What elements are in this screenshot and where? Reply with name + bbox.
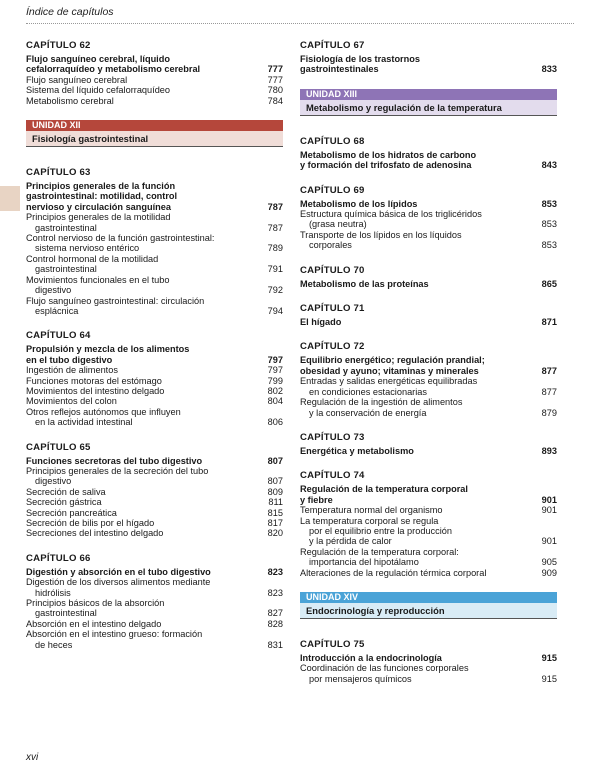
entry-text: Funciones secretoras del tubo digestivo [26, 455, 203, 466]
section-entry[interactable] [26, 396, 283, 406]
entry-text: Absorción en el intestino delgado [26, 618, 162, 629]
entry-title [300, 547, 525, 568]
entry-title [26, 577, 251, 598]
chapter-label: CAPÍTULO 71 [300, 303, 365, 315]
entry-text: Secreción gástrica [26, 497, 102, 508]
entry-title [26, 254, 251, 275]
entry-text-continued: por mensajeros químicos [309, 673, 412, 684]
chapter-title-entry[interactable] [26, 54, 283, 75]
entry-text: Propulsión y mezcla de los alimentos [26, 344, 190, 355]
chapter-label: CAPÍTULO 63 [26, 167, 91, 179]
chapter-label: CAPÍTULO 69 [300, 184, 365, 196]
unit-title: Endocrinología y reproducción [300, 603, 557, 619]
page-number-ref: 806 [267, 417, 283, 428]
entry-text: El hígado [300, 317, 342, 328]
entry-title [300, 568, 525, 578]
chapter-block [26, 40, 283, 106]
unit-banner [300, 592, 557, 619]
section-entry[interactable] [26, 75, 283, 85]
section-entry[interactable] [26, 528, 283, 538]
section-entry[interactable] [26, 508, 283, 518]
entry-title [300, 484, 525, 505]
entry-title [26, 456, 251, 466]
page-number-ref: 877 [541, 386, 557, 397]
page-number-ref: 909 [541, 567, 557, 578]
chapter-label: CAPÍTULO 70 [300, 264, 365, 276]
entry-text: Funciones motoras del estómago [26, 375, 162, 386]
entry-title [26, 528, 251, 538]
entry-text: Principios generales de la secreción del tubo [26, 465, 209, 476]
entry-text: Metabolismo de los lípidos [300, 198, 418, 209]
chapter-title-entry[interactable] [300, 446, 557, 456]
unit-number: UNIDAD XII [26, 120, 283, 131]
page-number-ref: 787 [267, 222, 283, 233]
entry-title [26, 54, 251, 75]
chapter-label: CAPÍTULO 72 [300, 341, 365, 353]
page-number-ref: 787 [267, 201, 283, 212]
entry-text-continued: y la conservación de energía [309, 407, 427, 418]
section-entry[interactable] [300, 209, 557, 230]
section-entry[interactable] [26, 466, 283, 487]
entry-text-continued: importancia del hipotálamo [309, 557, 419, 568]
entry-title [26, 598, 251, 619]
section-entry[interactable] [300, 397, 557, 418]
entry-text: Estructura química básica de los triglicéridos [300, 209, 482, 220]
entry-text: Regulación de la temperatura corporal [300, 484, 468, 495]
section-entry[interactable] [300, 516, 557, 547]
entry-text: Movimientos del colon [26, 396, 117, 407]
page-number-ref: 877 [541, 365, 557, 376]
entry-text: Absorción en el intestino grueso: formación [26, 629, 203, 640]
chapter-block [300, 470, 557, 578]
page-number-ref: 853 [541, 198, 557, 209]
section-entry[interactable] [300, 663, 557, 684]
page-number-ref: 797 [267, 365, 283, 376]
entry-title [26, 619, 251, 629]
page-number-ref: 802 [267, 385, 283, 396]
entry-text: Ingestión de alimentos [26, 365, 118, 376]
entry-text-continued: de heces [35, 639, 73, 650]
chapter-label: CAPÍTULO 74 [300, 470, 365, 482]
entry-title [26, 518, 251, 528]
section-entry[interactable] [26, 518, 283, 528]
chapter-label: CAPÍTULO 75 [300, 638, 365, 650]
page-number-ref: 901 [541, 536, 557, 547]
entry-title [26, 497, 251, 507]
entry-text-continued: y la pérdida de calor [309, 536, 392, 547]
entry-text: Principios básicos de la absorción [26, 598, 165, 609]
entry-text: Introducción a la endocrinología [300, 652, 442, 663]
entry-text: Movimientos del intestino delgado [26, 385, 165, 396]
entry-text: Coordinación de las funciones corporales [300, 663, 469, 674]
section-entry[interactable] [26, 233, 283, 254]
chapter-title-entry[interactable] [26, 567, 283, 577]
section-entry[interactable] [300, 568, 557, 578]
entry-title [300, 653, 525, 663]
entry-text-continued: digestivo [35, 476, 72, 487]
section-entry[interactable] [26, 365, 283, 375]
entry-text: Regulación de la temperatura corporal: [300, 546, 459, 557]
section-entry[interactable] [26, 577, 283, 598]
page-number-ref: 915 [541, 673, 557, 684]
page-number-ref: 791 [267, 264, 283, 275]
entry-title [300, 279, 525, 289]
page-number-ref: 794 [267, 305, 283, 316]
entry-text: Metabolismo de los hidratos de carbono [300, 149, 477, 160]
page-number-ref: 811 [268, 497, 283, 508]
page-number-ref: 853 [541, 219, 557, 230]
entry-title [26, 344, 251, 365]
entry-title [300, 376, 525, 397]
chapter-label: CAPÍTULO 73 [300, 431, 365, 443]
entry-text-continued: sistema nervioso entérico [35, 243, 140, 254]
entry-text: Secreción de bilis por el hígado [26, 518, 155, 528]
entry-text: Alteraciones de la regulación térmica corporal [300, 567, 487, 578]
entry-title [300, 505, 525, 515]
section-entry[interactable] [26, 407, 283, 428]
unit-number: UNIDAD XIII [300, 89, 557, 100]
entry-title [26, 233, 251, 254]
chapter-block [300, 265, 557, 289]
entry-title [26, 629, 251, 650]
header-divider [26, 23, 574, 24]
entry-title [300, 199, 525, 209]
chapter-title-entry[interactable] [26, 344, 283, 365]
page-number-ref: 780 [267, 85, 283, 96]
section-entry[interactable] [26, 386, 283, 396]
page-number-ref: 820 [267, 528, 283, 539]
unit-title: Metabolismo y regulación de la temperatura [300, 100, 557, 116]
entry-text-continued: hidrólisis [35, 587, 71, 598]
chapter-block [26, 442, 283, 539]
page-number-ref: 815 [267, 507, 283, 518]
entry-text-continued: por el equilibrio entre la producción [309, 525, 453, 536]
page-number-ref: 901 [541, 505, 557, 516]
entry-title [300, 516, 525, 547]
entry-title [300, 446, 525, 456]
page-number-ref: 817 [267, 518, 283, 528]
entry-text: Control hormonal de la motilidad [26, 253, 159, 264]
entry-title [300, 230, 525, 251]
page-number-ref: 901 [541, 494, 557, 505]
entry-text: Otros reflejos autónomos que influyen [26, 406, 181, 417]
entry-text: Secreción pancreática [26, 507, 117, 518]
page-number-ref: 792 [267, 285, 283, 296]
entry-text: Fisiología de los trastornos [300, 54, 420, 64]
chapter-title-entry[interactable] [300, 199, 557, 209]
entry-title [300, 397, 525, 418]
entry-text: La temperatura corporal se regula [300, 515, 439, 526]
entry-title [26, 407, 251, 428]
unit-title: Fisiología gastrointestinal [26, 131, 283, 147]
entry-text: Secreciones del intestino delgado [26, 528, 164, 539]
entry-title [26, 96, 251, 106]
entry-title [26, 396, 251, 406]
chapter-label: CAPÍTULO 65 [26, 441, 91, 453]
page-number-ref: 823 [267, 587, 283, 598]
entry-text: Equilibrio energético; regulación prandial; [300, 355, 485, 366]
page-number-ref: 853 [541, 240, 557, 251]
chapter-title-entry[interactable] [300, 317, 557, 327]
entry-title [300, 54, 525, 75]
page-number-ref: 823 [267, 566, 283, 577]
entry-text: Metabolismo de las proteínas [300, 278, 429, 289]
unit-banner [26, 120, 283, 147]
entry-text: Energética y metabolismo [300, 445, 414, 456]
entry-text-continued: obesidad y ayuno; vitaminas y minerales [300, 365, 479, 376]
entry-title [300, 317, 525, 327]
page-number-ref: 843 [541, 160, 557, 171]
chapter-block [300, 432, 557, 456]
chapter-title-entry[interactable] [26, 181, 283, 212]
page-number-ref: 828 [267, 618, 283, 629]
section-entry[interactable] [300, 547, 557, 568]
page-number-ref: 893 [541, 445, 557, 456]
entry-title [26, 75, 251, 85]
chapter-title-entry[interactable] [300, 54, 557, 75]
entry-title [300, 150, 525, 171]
page-number-ref: 807 [267, 476, 283, 487]
chapter-label: CAPÍTULO 66 [26, 552, 91, 564]
page-number-ref: 905 [541, 557, 557, 568]
entry-title [300, 663, 525, 684]
section-entry[interactable] [26, 254, 283, 275]
entry-title [26, 275, 251, 296]
chapter-block [300, 639, 557, 684]
entry-text-continued: nervioso y circulación sanguínea [26, 201, 172, 212]
chapter-title-entry[interactable] [300, 484, 557, 505]
page-number-ref: 807 [267, 455, 283, 466]
entry-text: Movimientos funcionales en el tubo [26, 274, 170, 285]
chapter-label: CAPÍTULO 67 [300, 40, 365, 51]
page-number-ref: 804 [267, 396, 283, 407]
entry-title [26, 296, 251, 317]
page-number-ref: 833 [541, 64, 557, 75]
entry-text: Regulación de la ingestión de alimentos [300, 397, 463, 408]
section-entry[interactable] [300, 230, 557, 251]
entry-text: Entradas y salidas energéticas equilibradas [300, 376, 478, 387]
page-number-ref: 784 [267, 95, 283, 106]
page-number-ref: 831 [267, 639, 283, 650]
unit-number: UNIDAD XIV [300, 592, 557, 603]
entry-text: Transporte de los lípidos en los líquidos [300, 229, 462, 240]
page-number: xvi [26, 752, 39, 763]
entry-title [26, 85, 251, 95]
entry-text-continued: gastrointestinal [35, 608, 97, 619]
section-entry[interactable] [26, 487, 283, 497]
entry-text: Digestión y absorción en el tubo digestivo [26, 566, 211, 577]
chapter-label: CAPÍTULO 68 [300, 135, 365, 147]
chapter-label: CAPÍTULO 64 [26, 330, 91, 342]
chapter-title-entry[interactable] [300, 355, 557, 376]
entry-text: Control nervioso de la función gastrointestinal: [26, 233, 215, 244]
page-number-ref: 871 [541, 317, 557, 328]
unit-banner [300, 89, 557, 116]
entry-text-continued: gastrointestinal [35, 222, 97, 233]
page-number-ref: 915 [541, 652, 557, 663]
page-number-ref: 865 [541, 278, 557, 289]
page-number-ref: 777 [267, 74, 283, 85]
toc-right-column [300, 40, 557, 698]
chapter-block [300, 136, 557, 171]
section-entry[interactable] [300, 505, 557, 515]
entry-title [26, 386, 251, 396]
entry-text-continued: (grasa neutra) [309, 219, 367, 230]
chapter-title-entry[interactable] [26, 456, 283, 466]
chapter-label: CAPÍTULO 62 [26, 40, 91, 51]
entry-title [26, 181, 251, 212]
entry-text-continued: y formación del trifosfato de adenosina [300, 160, 472, 171]
section-thumb-tab [0, 186, 20, 211]
entry-text: Flujo sanguíneo cerebral [26, 74, 128, 85]
entry-title [26, 487, 251, 497]
entry-text: Principios generales de la función [26, 181, 176, 192]
chapter-block [300, 303, 557, 327]
entry-text-continued: en la actividad intestinal [35, 417, 133, 428]
entry-title [26, 466, 251, 487]
entry-title [300, 355, 525, 376]
entry-text-continued: en el tubo digestivo [26, 354, 113, 365]
chapter-block [300, 40, 557, 75]
entry-text-continued: digestivo [35, 285, 72, 296]
entry-text-continued: y fiebre [300, 494, 333, 505]
entry-title [26, 365, 251, 375]
entry-text-continued: en condiciones estacionarias [309, 386, 427, 397]
entry-text: Temperatura normal del organismo [300, 505, 443, 516]
chapter-title-entry[interactable] [300, 150, 557, 171]
entry-text: Flujo sanguíneo gastrointestinal: circulación [26, 295, 205, 306]
running-header: Índice de capítulos [26, 6, 114, 18]
chapter-block [26, 553, 283, 650]
entry-text-continued: gastrointestinal: motilidad, control [26, 191, 178, 202]
entry-text: Principios generales de la motilidad [26, 212, 171, 223]
entry-text: Metabolismo cerebral [26, 95, 114, 106]
entry-title [26, 212, 251, 233]
chapter-title-entry[interactable] [300, 279, 557, 289]
entry-text-continued: gastrointestinal [35, 264, 97, 275]
section-entry[interactable] [26, 96, 283, 106]
entry-text-continued: cefalorraquídeo y metabolismo cerebral [26, 64, 201, 75]
entry-text-continued: gastrointestinales [300, 64, 379, 75]
chapter-block [26, 167, 283, 316]
section-entry[interactable] [26, 619, 283, 629]
section-entry[interactable] [26, 497, 283, 507]
page-number-ref: 797 [267, 354, 283, 365]
entry-title [300, 209, 525, 230]
entry-title [26, 508, 251, 518]
entry-text-continued: corporales [309, 240, 352, 251]
entry-text: Digestión de los diversos alimentos mediante [26, 577, 211, 588]
page-number-ref: 827 [267, 608, 283, 619]
page-number-ref: 879 [541, 407, 557, 418]
chapter-block [300, 341, 557, 417]
entry-title [26, 376, 251, 386]
page-number-ref: 777 [267, 64, 283, 75]
section-entry[interactable] [26, 598, 283, 619]
section-entry[interactable] [26, 376, 283, 386]
entry-text: Sistema del líquido cefalorraquídeo [26, 85, 171, 96]
entry-text-continued: esplácnica [35, 305, 79, 316]
entry-text: Secreción de saliva [26, 486, 106, 497]
chapter-block [300, 185, 557, 251]
section-entry[interactable] [26, 629, 283, 650]
chapter-title-entry[interactable] [300, 653, 557, 663]
section-entry[interactable] [26, 296, 283, 317]
section-entry[interactable] [26, 212, 283, 233]
page-number-ref: 809 [267, 486, 283, 497]
entry-title [26, 567, 251, 577]
page-number-ref: 799 [267, 375, 283, 386]
section-entry[interactable] [26, 275, 283, 296]
section-entry[interactable] [300, 376, 557, 397]
entry-text: Flujo sanguíneo cerebral, líquido [26, 54, 170, 64]
toc-left-column [26, 40, 283, 664]
section-entry[interactable] [26, 85, 283, 95]
chapter-block [26, 330, 283, 427]
page-number-ref: 789 [267, 243, 283, 254]
